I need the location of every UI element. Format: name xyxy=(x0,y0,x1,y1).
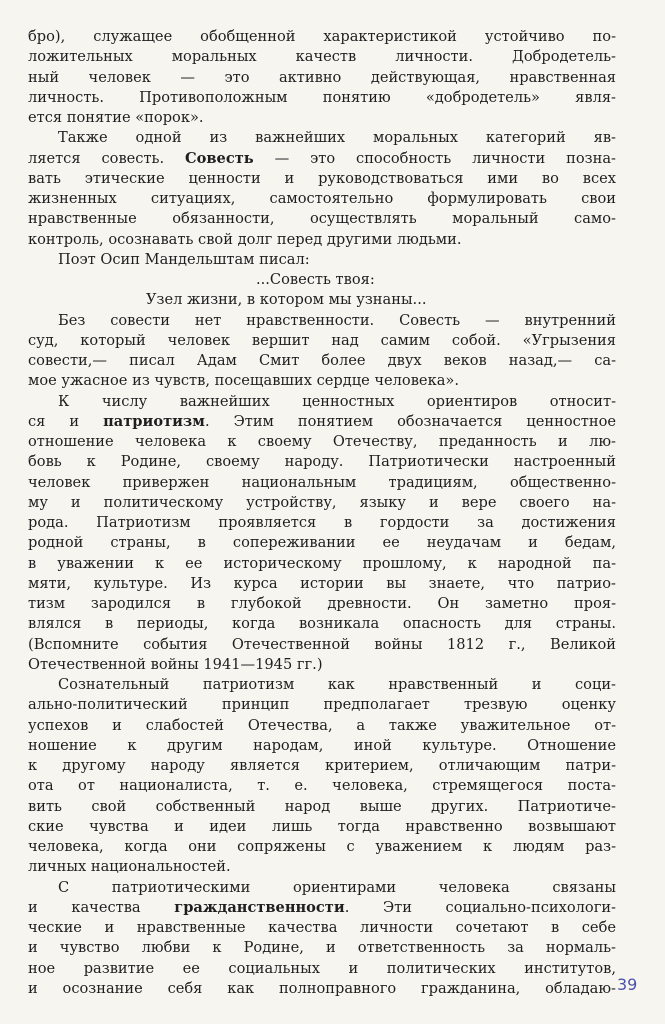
text-line: (Вспомните события Отечественной войны 1812 г., Великой xyxy=(28,635,616,653)
text-line: К числу важнейших ценностных ориентиров относит- xyxy=(58,392,616,410)
text-line: ношение к другим народам, иной культуре. Отношение xyxy=(28,736,616,754)
text-line: и чувство любви к Родине, и ответственность за нормаль- xyxy=(28,939,616,957)
text-line: жизненных ситуациях, самостоятельно формулировать свои xyxy=(28,190,616,207)
text-line: Также одной из важнейших моральных категорий яв- xyxy=(58,129,616,147)
page-number: 39 xyxy=(617,975,638,994)
text-line: вить свой собственный народ выше других. Патриотиче- xyxy=(28,797,616,815)
term-conscience: Совесть xyxy=(185,149,254,167)
verse-line: ...Совесть твоя: xyxy=(256,271,375,288)
text-line: нравственные обязанности, осуществлять моральный само- xyxy=(28,210,616,228)
text-line: мяти, культуре. Из курса истории вы знаете, что патрио- xyxy=(28,574,616,592)
text-line: ские чувства и идеи лишь тогда нравственно возвышают xyxy=(28,817,616,835)
text-line: ложительных моральных качеств личности. Добродетель- xyxy=(28,48,616,66)
text-run: — это способность личности позна- xyxy=(253,149,616,167)
text-line xyxy=(28,149,616,169)
term-citizenship: гражданственности xyxy=(174,898,345,916)
text-run: . Эти социально-психологи- xyxy=(344,898,616,916)
text-line: Поэт Осип Мандельштам писал: xyxy=(58,250,310,268)
text-line: мое ужасное из чувств, посещавших сердце человека». xyxy=(28,372,459,390)
text-line: Отечественной войны 1941—1945 гг.) xyxy=(28,655,323,673)
text-line xyxy=(28,412,616,432)
text-line: и осознание себя как полноправного гражданина, обладаю- xyxy=(28,979,616,997)
text-line: влялся в периоды, когда возникала опасность для страны. xyxy=(28,615,616,633)
text-line: рода. Патриотизм проявляется в гордости за достижения xyxy=(28,514,616,531)
text-line: родной страны, в сопереживании ее неудачам и бедам, xyxy=(28,534,616,552)
text-line: ческие и нравственные качества личности сочетают в себе xyxy=(28,919,616,936)
text-run: и качества xyxy=(28,898,175,916)
text-line: бовь к Родине, своему народу. Патриотически настроенный xyxy=(28,453,616,471)
text-line: му и политическому устройству, языку и вере своего на- xyxy=(28,493,616,511)
text-line: успехов и слабостей Отечества, а также уважительное от- xyxy=(28,716,616,734)
verse-line: Узел жизни, в котором мы узнаны... xyxy=(146,291,427,309)
text-line: в уважении к ее историческому прошлому, к народной па- xyxy=(28,554,616,572)
text-line: человек привержен национальным традициям, общественно- xyxy=(28,473,616,491)
term-patriotism: патриотизм xyxy=(103,412,205,430)
text-line: ется понятие «порок». xyxy=(28,109,204,126)
text-line: вать этические ценности и руководствоваться ими во всех xyxy=(28,169,616,187)
text-line: Без совести нет нравственности. Совесть — внутренний xyxy=(58,311,616,329)
text-line: ота от националиста, т. е. человека, стремящегося поста- xyxy=(28,777,616,795)
text-line: ально-политический принцип предполагает трезвую оценку xyxy=(28,696,616,714)
text-line: к другому народу является критерием, отличающим патри- xyxy=(28,757,616,774)
text-line: совести,— писал Адам Смит более двух веков назад,— са- xyxy=(28,352,616,369)
text-line: контроль, осознавать свой долг перед другими людьми. xyxy=(28,230,462,248)
text-line: отношение человека к своему Отечеству, преданность и лю- xyxy=(28,433,616,450)
text-run: . Этим понятием обозначается ценностное xyxy=(204,412,616,430)
text-body xyxy=(28,27,616,999)
text-run: ся и xyxy=(28,412,104,430)
text-line: суд, который человек вершит над самим собой. «Угрызения xyxy=(28,331,616,349)
text-line: С патриотическими ориентирами человека связаны xyxy=(58,878,616,896)
text-line: личных национальностей. xyxy=(28,858,231,876)
text-line: тизм зародился в глубокой древности. Он заметно проя- xyxy=(28,595,616,612)
text-run: ляется совесть. xyxy=(28,149,186,167)
text-line: человека, когда они сопряжены с уважением к людям раз- xyxy=(28,838,616,855)
text-line: бро), служащее обобщенной характеристикой устойчиво по- xyxy=(28,28,616,45)
text-line: ное развитие ее социальных и политических институтов, xyxy=(28,959,616,977)
text-line: ный человек — это активно действующая, нравственная xyxy=(28,68,616,86)
text-line xyxy=(28,898,616,918)
text-line: Сознательный патриотизм как нравственный и соци- xyxy=(58,676,616,693)
text-line: личность. Противоположным понятию «добродетель» явля- xyxy=(28,88,616,106)
